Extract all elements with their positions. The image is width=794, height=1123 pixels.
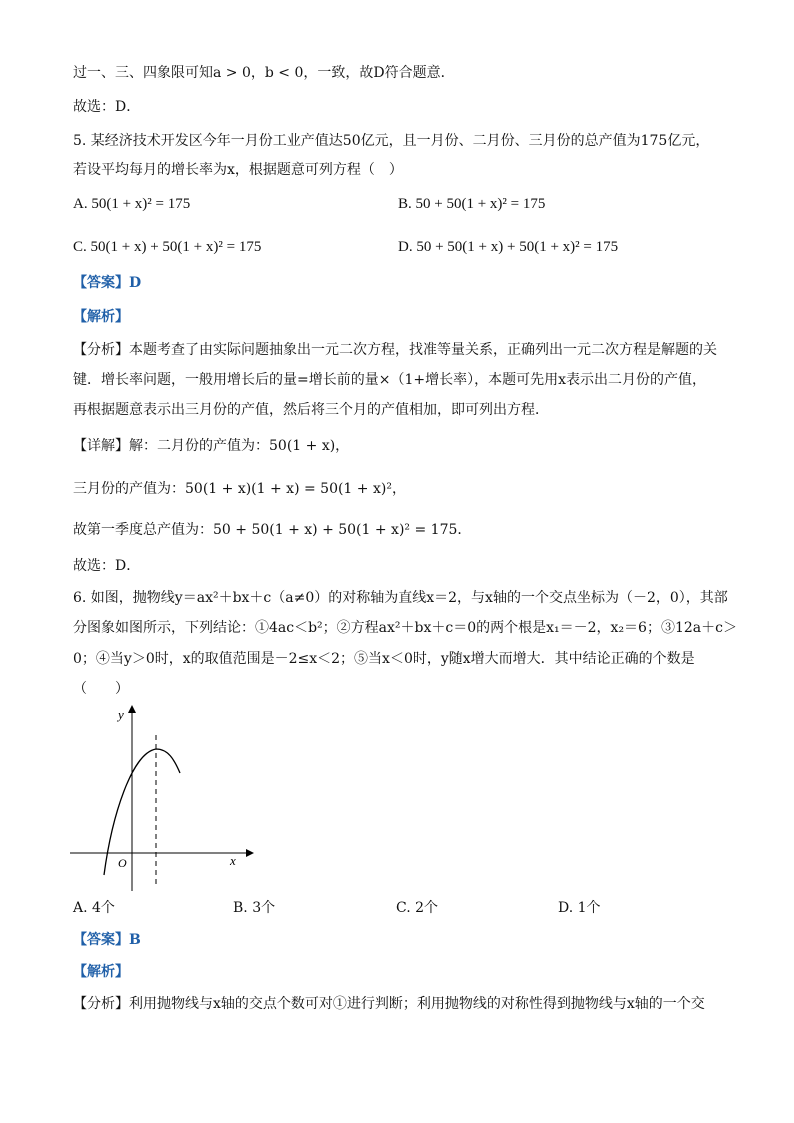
q6-stem-3: 0；④当y＞0时，x的取值范围是－2≤x＜2；⑤当x＜0时，y随x增大而增大．其中结论正确的个数是 (73, 651, 695, 667)
q5-answer: 【答案】D (73, 275, 142, 291)
origin-label: O (118, 856, 127, 870)
q6-analysis-1: 【分析】利用抛物线与x轴的交点个数可对①进行判断；利用抛物线的对称性得到抛物线与x轴的一个交 (73, 996, 705, 1012)
q5-analysis-heading: 【解析】 (73, 309, 129, 325)
line-prev-conclusion: 过一、三、四象限可知a > 0，b < 0，一致，故D符合题意． (73, 65, 455, 81)
x-axis-arrow (246, 849, 254, 857)
q5-stem-1: 5. 某经济技术开发区今年一月份工业产值达50亿元，且一月份、二月份、三月份的总产值为175亿元， (73, 133, 710, 149)
q6-option-a: A. 4个 (73, 900, 115, 916)
q5-stem-2: 若设平均每月的增长率为x，根据题意可列方程（ ） (73, 162, 403, 178)
q5-select: 故选：D． (73, 558, 141, 574)
parabola-curve (104, 749, 180, 875)
q5-option-d: D. 50 + 50(1 + x) + 50(1 + x)² = 175 (398, 239, 619, 255)
q5-detail-1: 【详解】解：二月份的产值为：50(1 + x)， (73, 438, 350, 454)
q6-stem-4: （ ） (73, 681, 129, 697)
q6-option-b: B. 3个 (233, 900, 276, 916)
q5-analysis-1: 【分析】本题考查了由实际问题抽象出一元二次方程，找准等量关系，正确列出一元二次方程是解题的关 (73, 342, 717, 358)
q5-analysis-2: 键．增长率问题，一般用增长后的量=增长前的量×（1+增长率），本题可先用x表示出二月份的产值， (73, 372, 706, 388)
y-axis-label: y (118, 707, 124, 722)
q6-option-d: D. 1个 (558, 900, 601, 916)
q5-option-c: C. 50(1 + x) + 50(1 + x)² = 175 (73, 239, 262, 255)
y-axis-arrow (128, 705, 136, 713)
q6-stem-1: 6. 如图，抛物线y＝ax²＋bx＋c（a≠0）的对称轴为直线x＝2，与x轴的一个交点坐标为（－2，0），其部 (73, 590, 728, 606)
q6-option-c: C. 2个 (396, 900, 439, 916)
x-axis-label: x (230, 853, 236, 868)
parabola-graph (70, 705, 260, 895)
q6-analysis-heading: 【解析】 (73, 964, 129, 980)
q6-answer: 【答案】B (73, 932, 141, 948)
line-select-d: 故选：D． (73, 99, 141, 115)
q5-analysis-3: 再根据题意表示出三月份的产值，然后将三个月的产值相加，即可列出方程． (73, 402, 549, 418)
q5-option-b: B. 50 + 50(1 + x)² = 175 (398, 196, 546, 212)
q6-stem-2: 分图象如图所示，下列结论：①4ac＜b²；②方程ax²＋bx＋c＝0的两个根是x₁＝－2，x₂＝6；③12a＋c＞ (73, 620, 737, 636)
q5-option-a: A. 50(1 + x)² = 175 (73, 196, 191, 212)
q5-detail-3: 故第一季度总产值为：50 + 50(1 + x) + 50(1 + x)² = 175． (73, 522, 472, 538)
q5-detail-2: 三月份的产值为：50(1 + x)(1 + x) = 50(1 + x)²， (73, 481, 406, 497)
